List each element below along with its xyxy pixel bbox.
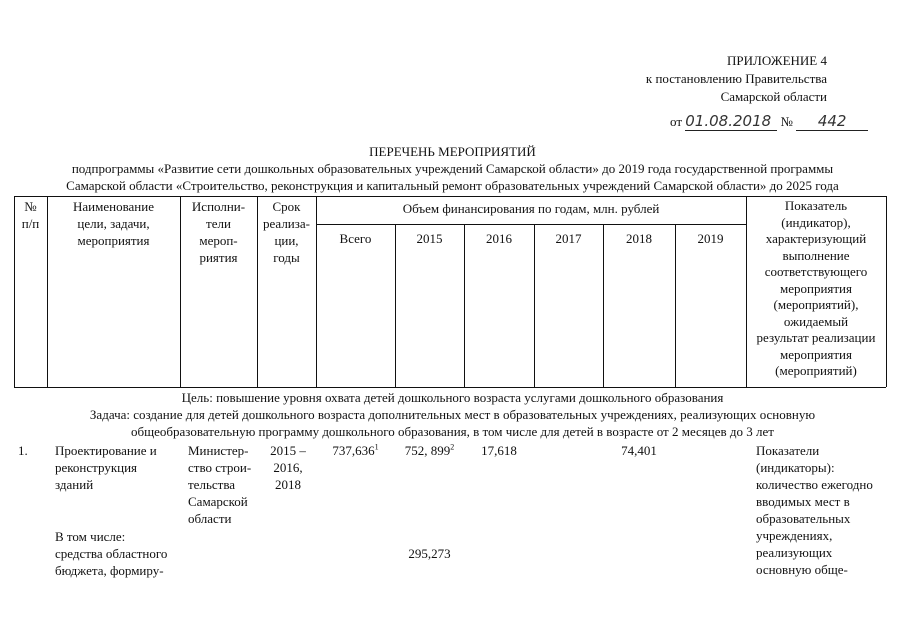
row1-2016: 17,618: [481, 443, 517, 458]
number-label: №: [780, 114, 793, 129]
row1-2018: 74,401: [621, 443, 657, 458]
row1-indicator: Показатели (индикаторы): количество ежегодно вводимых мест в образовательных учреждениях, реализующих основную обще-: [756, 443, 873, 577]
document-subtitle-1: подпрограммы «Развитие сети дошкольных образовательных учреждений Самарской области» до 2019 года государственной программы: [71, 161, 834, 176]
row1-2015: 752, $899^2$: [404, 442, 455, 458]
header-year-2019: 2019: [697, 231, 724, 246]
row1-term: 2015 – 2016, 2018: [270, 443, 306, 492]
appendix-date-line: [670, 113, 868, 131]
document-subtitle-2: Самарской области «Строительство, реконструкция и капитальный ремонт образовательных учреждений Самарской области» до 2025 года: [66, 178, 839, 193]
header-funding: Объем финансирования по годам, млн. рублей: [402, 201, 660, 216]
from-label: от: [670, 114, 683, 129]
appendix-title: ПРИЛОЖЕНИЕ 4: [727, 53, 827, 68]
appendix-line-1: к постановлению Правительства: [645, 71, 827, 86]
handwritten-number: 442: [796, 113, 868, 131]
header-indicator: Показатель (индикатор), характеризующий выполнение соответствующего мероприятия (мероприятий), ожидаемый результат реализации мероприятия (мероприятий): [756, 198, 876, 378]
row1-name: Проектирование и реконструкция зданий: [55, 443, 157, 492]
task-line-1: Задача: создание для детей дошкольного возраста дополнительных мест в образовательных учреждениях, реализующих основную: [89, 407, 816, 422]
handwritten-date: 01.08.2018: [685, 113, 777, 131]
row1-executor: Министер- ство строи- тельства Самарской области: [188, 443, 252, 526]
row1-total: 737,636$^1$: [332, 442, 379, 458]
row1-num: 1.: [18, 443, 28, 458]
footnote-1: 1: [374, 442, 379, 452]
header-year-2015: 2015: [416, 231, 443, 246]
header-year-2016: 2016: [486, 231, 512, 246]
task-line-2: общеобразовательную программу дошкольного образования, в том числе для детей в возрасте от 2 месяцев до 3 лет: [131, 424, 774, 439]
row1-sub-2015: 295,273: [408, 546, 451, 561]
header-term: Срок реализа- ции, годы: [263, 199, 310, 265]
header-year-2017: 2017: [555, 231, 582, 246]
row1-subname: В том числе: средства областного бюджета, формиру-: [55, 529, 168, 578]
header-num: № п/п: [21, 199, 40, 231]
header-executor: Исполни- тели мероп- риятия: [191, 199, 246, 265]
header-name: Наименование цели, задачи, мероприятия: [73, 199, 154, 248]
document-title: ПЕРЕЧЕНЬ МЕРОПРИЯТИЙ: [369, 144, 536, 159]
footnote-2: 2: [450, 442, 455, 452]
header-total: Всего: [339, 231, 372, 246]
appendix-line-2: Самарской области: [720, 89, 827, 104]
header-year-2018: 2018: [626, 231, 652, 246]
goal-line: Цель: повышение уровня охвата детей дошкольного возраста услугами дошкольного образования: [181, 390, 724, 405]
